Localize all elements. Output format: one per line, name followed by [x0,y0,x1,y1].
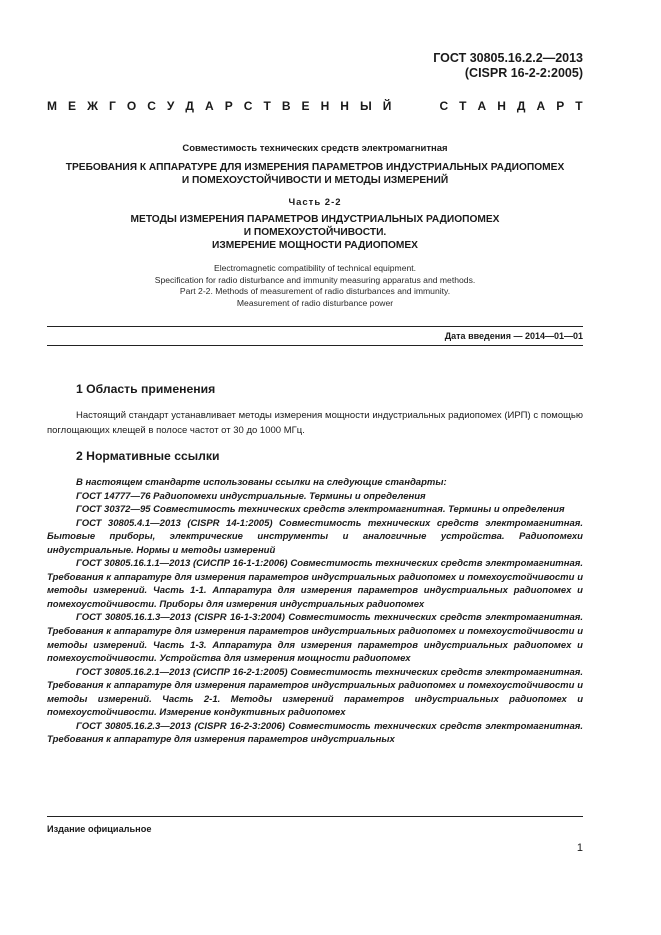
title-divider [47,326,583,327]
letter: Ы [359,99,372,113]
letter: Н [320,99,330,113]
english-title-line: Electromagnetic compatibility of technical equipment. [213,263,417,273]
letter: Н [340,99,349,113]
letter: С [243,99,253,113]
section-heading-scope: 1 Область применения [76,382,216,396]
letter: Д [516,99,526,113]
letter: Р [224,99,233,113]
reference-item: ГОСТ 14777—76 Радиопомехи индустриальные. Термины и определения [76,490,426,502]
english-title [47,263,583,309]
standard-code [433,51,583,81]
letter: У [166,99,175,113]
part-number: Часть 2-2 [288,197,342,208]
letter: Е [301,99,310,113]
letter: Ж [87,99,98,113]
letter: Й [382,99,392,113]
letter: А [536,99,546,113]
letter: Г [108,99,116,113]
paragraph: Настоящий стандарт устанавливает методы измерения мощности индустриальных радиопомех (ИРП) с помощью поглощающих клещей в полосе частот от 30 до 1000 МГц. [47,410,583,436]
letter: В [281,99,291,113]
title-line: ТРЕБОВАНИЯ К АППАРАТУРЕ ДЛЯ ИЗМЕРЕНИЯ ПАРАМЕТРОВ ИНДУСТРИАЛЬНЫХ РАДИОПОМЕХ [65,162,565,173]
letter: О [126,99,137,113]
edition-label: Издание официальное [47,824,152,834]
part-title-line: МЕТОДЫ ИЗМЕРЕНИЯ ПАРАМЕТРОВ ИНДУСТРИАЛЬНЫХ РАДИОПОМЕХ [130,214,500,225]
word-gap [402,99,428,113]
letter: Т [575,99,583,113]
letter: Н [497,99,506,113]
reference-item: ГОСТ 30372—95 Совместимость технических средств электромагнитная. Термины и определения [76,504,565,516]
part-title-line: И ПОМЕХОУСТОЙЧИВОСТИ. [243,227,387,238]
reference-item: ГОСТ 30805.16.1.3—2013 (CISPR 16-1-3:2004) Совместимость технических средств электромагнитная. Требования к аппаратуре для измерения параметров индустриальных радиопомех и помехоустойчивости и методы измерений. Часть 1-3. Аппаратура для измерения параметров индустриальных радиопомех и помехоустойчивости. Устройства для измерения мощности радиопомех [47,612,583,665]
letter: Е [68,99,77,113]
section-heading-normative-references: 2 Нормативные ссылки [76,449,220,463]
standard-code-line1: ГОСТ 30805.16.2.2—2013 [433,51,583,65]
part-title [47,213,583,252]
footer-divider [47,816,583,817]
paragraph: В настоящем стандарте использованы ссылки на следующие стандарты: [76,477,447,488]
document-title [47,161,583,187]
reference-item: ГОСТ 30805.16.2.1—2013 (СИСПР 16-2-1:2005) Совместимость технических средств электромагнитная. Требования к аппаратуре для измерения параметров индустриальных радиопомех и помехоустойчивости и методы измерений. Часть 2-1. Методы измерений параметров индустриальных радиопомех и помехоустойчивости. Измерение кондуктивных радиопомех [47,666,583,719]
letter: А [204,99,214,113]
letter: Т [459,99,467,113]
page-number: 1 [576,842,583,854]
letter: С [147,99,156,113]
document-subtitle: Совместимость технических средств электромагнитная [182,143,448,154]
letter: Р [556,99,565,113]
normative-references-list [47,476,583,747]
letter: М [47,99,57,113]
part-title-line: ИЗМЕРЕНИЕ МОЩНОСТИ РАДИОПОМЕХ [212,240,418,251]
reference-item: ГОСТ 30805.16.2.3—2013 (CISPR 16-2-3:2006) Совместимость технических средств электромагнитная. Требования к аппаратуре для измерения параметров индустриальных [47,720,583,746]
letter: Д [185,99,194,113]
introduction-date: Дата введения — 2014—01—01 [444,331,583,341]
letter: А [477,99,487,113]
standard-code-line2: (CISPR 16-2-2:2005) [464,66,583,80]
letter: Т [263,99,271,113]
reference-item: ГОСТ 30805.4.1—2013 (CISPR 14-1:2005) Совместимость технических средств электромагнитная. Бытовые приборы, электрические инструменты и аналогичные устройства. Радиопомехи индустриальные. Нормы и методы измерений [47,517,583,556]
english-title-line: Specification for radio disturbance and immunity measuring apparatus and methods. [154,274,476,285]
english-title-line: Part 2-2. Methods of measurement of radio disturbances and immunity. [179,286,451,297]
title-line: И ПОМЕХОУСТОЙЧИВОСТИ И МЕТОДЫ ИЗМЕРЕНИЙ [181,175,449,186]
reference-item: ГОСТ 30805.16.1.1—2013 (СИСПР 16-1-1:2006) Совместимость технических средств электромагнитная. Требования к аппаратуре для измерения параметров индустриальных радиопомех и помехоустойчивости и методы измерений. Часть 1-1. Аппаратура для измерения параметров индустриальных радиопомех и помехоустойчивости. Приборы для измерения индустриальных радиопомех [47,558,583,610]
english-title-line: Measurement of radio disturbance power [236,297,394,308]
scope-text [47,409,583,438]
date-divider [47,345,583,346]
letter: С [439,99,449,113]
interstate-standard-label [47,99,583,113]
